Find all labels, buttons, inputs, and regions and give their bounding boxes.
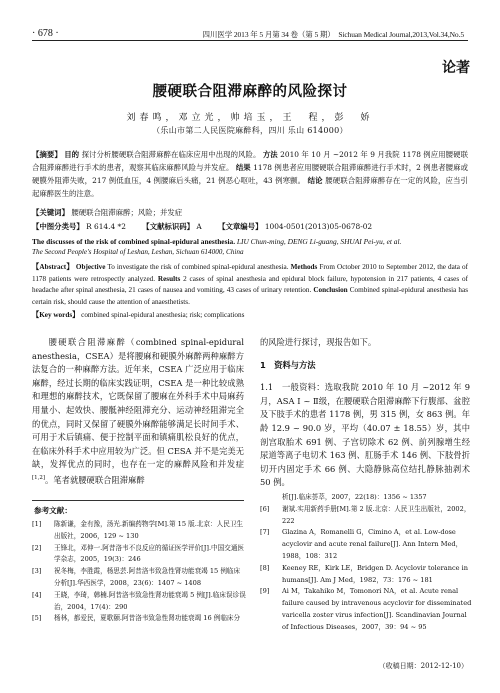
reference-text: 杨林，都爱民，夏歌颐.阿昔洛韦致急性肾功能衰竭 16 例临床分 bbox=[54, 614, 241, 623]
result-label: 结果 bbox=[235, 163, 251, 172]
header-divider bbox=[32, 40, 468, 41]
reference-text: Keeney RE，Kirk LE，Bridgen D. Acyclovir tolerance in humans[J]. Am J Med，1982，73：176 ~ 181 bbox=[282, 563, 469, 584]
en-conclusion-label: Conclusion bbox=[313, 286, 348, 295]
abstract-cn bbox=[32, 148, 468, 200]
reference-number: [7] bbox=[260, 528, 270, 537]
english-affiliation: The Second People's Hospital of Leshan, Leshan, Sichuan 614000, China bbox=[32, 248, 244, 256]
reference-number: [9] bbox=[260, 587, 270, 596]
intro-end: 。笔者就腰硬联合阻滞麻醉 bbox=[45, 474, 145, 485]
english-title: The discusses of the risk of combined spinal-epidural anesthesia. bbox=[32, 237, 236, 246]
reference-text: 王锋北，邓伸一.阿昔洛韦不良反应的循证医学评价[J].中国交通医学杂志，2005，19(3)：246 bbox=[54, 543, 245, 564]
reference-number: [1] bbox=[32, 520, 42, 528]
article-authors: 刘春鸣，邓立光，帅培玉，王 程，彭 娇 bbox=[126, 113, 374, 123]
references-heading: 参考文献： bbox=[34, 506, 72, 515]
en-result-label: Results bbox=[157, 274, 181, 283]
english-authors: LIU Chun-ming, DENG Li-guang, SHUAI Pei-yu, et al. bbox=[236, 237, 402, 246]
reference-text: 王晓，李琦，韩楠.阿昔洛韦致急性肾功能衰竭 5 例[J].临床误诊误治，2004，17(4)：290 bbox=[54, 590, 246, 611]
reference-number: [8] bbox=[260, 563, 270, 572]
reference-item bbox=[32, 566, 246, 590]
en-keywords-label: 【Key words】 bbox=[32, 311, 80, 319]
article-title: 腰硬联合阻滞麻醉的风险探讨 bbox=[152, 84, 348, 100]
body-left-column bbox=[32, 336, 244, 487]
reference-text: 陈新谦，金有豫，汤光.新编药物学[M].第 15 版.北京：人民卫生出版社，2006，129 ~ 130 bbox=[54, 520, 244, 540]
objective-text: 探讨分析腰硬联合阻滞麻醉在临床应用中出现的风险。 bbox=[81, 150, 261, 159]
reference-item bbox=[32, 590, 246, 614]
en-method-label: Methods bbox=[290, 263, 318, 271]
intro-citation: [1,2] bbox=[32, 474, 46, 481]
en-abstract-label: 【Abstract】 bbox=[32, 263, 74, 271]
en-conclusion-text: Combined spinal-epidural anesthesia has certain risk, should cause the attention of anaesthetists. bbox=[32, 286, 468, 306]
reference-number: [4] bbox=[32, 590, 42, 599]
reference-number bbox=[260, 492, 282, 504]
section-tag: 论著 bbox=[442, 60, 470, 76]
conclusion-text: 腰硬联合阻滞麻醉存在一定的风险，应当引起麻醉医生的注意。 bbox=[32, 176, 468, 198]
reference-item bbox=[32, 519, 246, 543]
doc-code-value: A bbox=[196, 222, 202, 231]
en-objective-text: To investigate the risk of combined spinal-epidural anesthesia. bbox=[107, 263, 289, 271]
section-heading-materials: 1 资料与方法 bbox=[260, 359, 316, 370]
reference-text: Ai M，Takahiko M，Tomonori NA，et al. Acute renal failure caused by intravenous acyclovir for disseminated varicella zoster virus infection[J]. Scandinavian Journal of Infectious Diseases，2007，39：94 ~ 95 bbox=[282, 587, 472, 631]
reference-item bbox=[260, 527, 472, 562]
article-no-label: 【文章编号】 bbox=[218, 222, 263, 231]
reference-item bbox=[260, 563, 472, 587]
abstract-en bbox=[32, 262, 468, 308]
reference-number: [5] bbox=[32, 614, 42, 623]
references-right bbox=[260, 492, 472, 634]
references-divider bbox=[32, 500, 244, 501]
article-affiliation: （乐山市第二人民医院麻醉科，四川 乐山 614000） bbox=[152, 126, 348, 135]
page-number: · 678 · bbox=[32, 28, 59, 39]
reference-item bbox=[260, 492, 472, 504]
keywords-en bbox=[32, 310, 468, 321]
keywords-text: 腰硬联合阻滞麻醉；风险；并发症 bbox=[71, 208, 183, 217]
reference-text: 祝冬梅，李胜霞，杨思芸.阿昔洛韦致急性肾功能衰竭 15 例临床分析[J].华西医学，2008，23(6)：1407 ~ 1408 bbox=[54, 567, 241, 587]
clc-label: 【中图分类号】 bbox=[32, 222, 84, 231]
reference-text: 析[J].临床荟萃，2007，22(18)：1356 ~ 1357 bbox=[282, 493, 427, 501]
intro-continuation: 的风险进行探讨，现报告如下。 bbox=[260, 337, 377, 347]
en-method-text: From October 2010 to September 2012, the data of 1178 patients were retrospectly analyzed. bbox=[32, 263, 469, 283]
body-right-column bbox=[260, 336, 470, 490]
en-objective-label: Objective bbox=[75, 263, 106, 271]
intro-text: 腰硬联合阻滞麻醉（combined spinal-epidural anesthesia，CSEA）是将腰麻和硬膜外麻醉两种麻醉方法复合的一种麻醉方法。近年来，CSEA 广泛应用于临床麻醉，经过长期的临床实践证明，CSEA 是一种比较成熟和理想的麻醉技术，它既保留了腰麻在外科手术中局麻药用量小、起效快、腰骶神经阻滞充分、运动神经阻滞完全的优点，同时又保留了硬膜外麻醉能够满足长时间手术、可用于术后镇痛、便于控制平面和镇痛肌松良好的优点，在临床外科手术中应用较为广泛。但 CESA 并不是完美无缺，发挥优点的同时，也存在一定的麻醉风险和并发症 bbox=[32, 337, 244, 470]
reference-number: [3] bbox=[32, 567, 42, 576]
english-title-line bbox=[32, 236, 468, 247]
reference-item bbox=[260, 586, 472, 633]
reference-item bbox=[32, 543, 246, 567]
conclusion-label: 结论 bbox=[307, 176, 323, 185]
references-left bbox=[32, 519, 246, 625]
keywords-label: 【关键词】 bbox=[32, 208, 69, 217]
reference-number: [6] bbox=[260, 504, 270, 513]
classification-line bbox=[32, 220, 468, 233]
clc-value: R 614.4 *2 bbox=[86, 222, 126, 231]
reference-item bbox=[260, 504, 472, 528]
reference-number: [2] bbox=[32, 543, 42, 552]
received-date: （收稿日期：2012-12-10） bbox=[378, 662, 468, 670]
result-text: 1178 例患者应用腰硬联合阻滞麻醉进行手术时，2 例患者腰麻或硬膜外阻滞失败，217 例低血压，4 例腰麻后头痛，21 例恶心呕吐，43 例寒颤。 bbox=[32, 163, 468, 185]
reference-item bbox=[32, 613, 246, 625]
reference-text: 谢斌.实用新药手册[M].第 2 版.北京：人民卫生出版社，2002，222 bbox=[282, 504, 471, 525]
journal-header: 四川医学 2013 年 5 月第 34 卷（第 5 期） Sichuan Medical Journal,2013,Vol.34,No.5 bbox=[202, 30, 464, 39]
method-label: 方法 bbox=[262, 150, 278, 159]
method-text: 2010 年 10 月 ~2012 年 9 月我院 1178 例应用腰硬联合阻滞麻醉进行手术的患者，观察其临床麻醉风险与并发症。 bbox=[32, 150, 468, 172]
subsection-general-data: 1.1 一般资料：选取我院 2010 年 10 月 ~2012 年 9 月，ASA Ⅰ ~ Ⅱ级，在腰硬联合阻滞麻醉下行腹部、盆腔及下肢手术的患者 1178 例，男 315 例，女 863 例。年龄 12.9 ~ 90.0 岁，平均（40.07 ± 18.55）岁，其中剖宫取胎术 691 例、子宫切除术 62 例、前列腺增生经尿道等离子电切术 163 例、肛肠手术 146 例、下肢骨折切开内固定手术 66 例、大隐静脉高位结扎静脉抽剥术 50 例。 bbox=[260, 382, 470, 488]
en-keywords-text: combined spinal-epidural anesthesia; risk; complications bbox=[81, 311, 245, 319]
objective-label: 目的 bbox=[64, 150, 80, 159]
doc-code-label: 【文献标识码】 bbox=[142, 222, 195, 231]
en-result-text: 2 cases of spinal anesthesia and epidural block failure, hypotension in 217 patients, 4 cases of headache after spinal anesthesia, 21 cases of nausea and vomiting, 43 cases of urinary retention. bbox=[32, 274, 468, 295]
reference-text: Glazina A，Romanelli G，Cimino A，et al. Low-dose acyclovir and acute renal failure[J]. Ann Intern Med，1988，108：312 bbox=[282, 528, 463, 560]
abstract-label: 【摘要】 bbox=[32, 150, 62, 159]
keywords-cn bbox=[32, 206, 468, 219]
article-no-value: 1004-0501(2013)05-0678-02 bbox=[264, 222, 373, 231]
